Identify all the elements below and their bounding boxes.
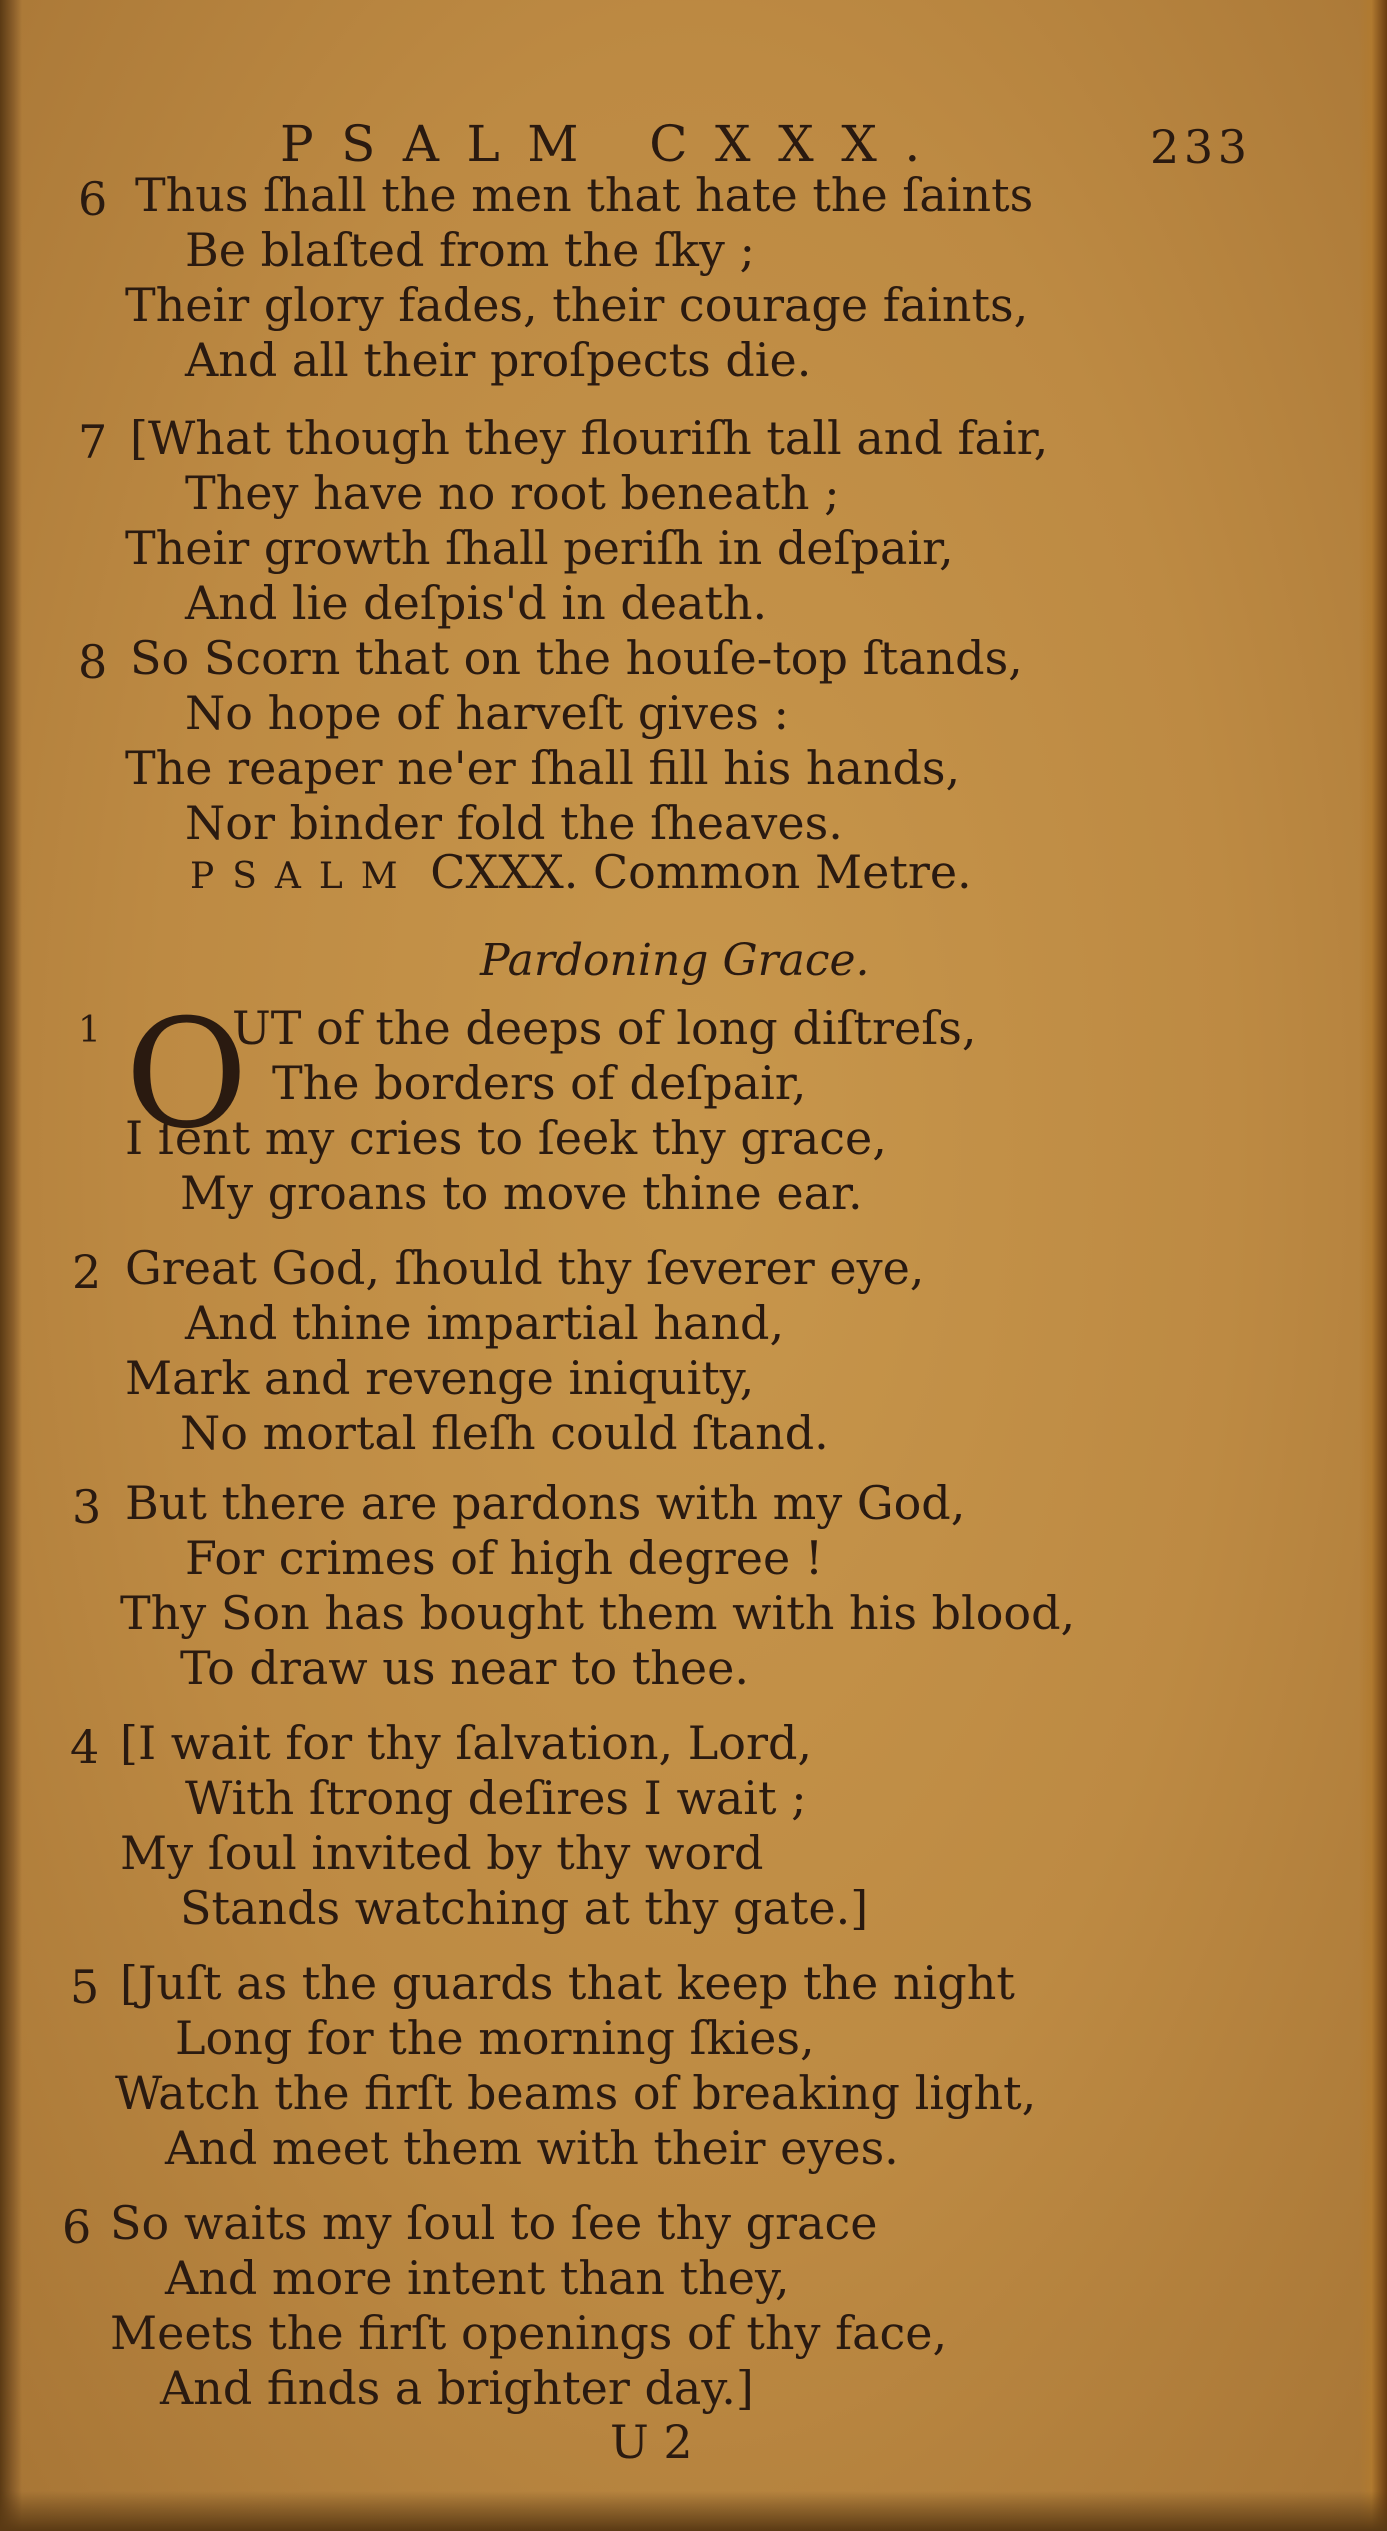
verse-line: And meet them with their eyes. — [165, 2121, 899, 2175]
verse-line: Great God, ſhould thy ſeverer eye, — [125, 1241, 925, 1295]
verse-line: I ſent my cries to ſeek thy grace, — [125, 1111, 887, 1165]
verse-line: No hope of harveſt gives : — [185, 686, 789, 740]
psalm-subtitle: Pardoning Grace. — [480, 935, 870, 986]
stanza-number: 2 — [72, 1245, 102, 1299]
verse-line: To draw us near to thee. — [180, 1641, 750, 1695]
verse-line: Nor binder fold the ſheaves. — [185, 796, 843, 850]
verse-line: They have no root beneath ; — [185, 466, 840, 520]
drop-cap: O — [125, 988, 248, 1162]
verse-line: So waits my ſoul to ſee thy grace — [110, 2196, 878, 2250]
page-left-edge — [0, 0, 22, 2531]
verse-line: Meets the firſt openings of thy face, — [110, 2306, 948, 2360]
verse-line: Watch the firſt beams of breaking light, — [115, 2066, 1037, 2120]
stanza-number: 4 — [70, 1720, 100, 1774]
verse-line: For crimes of high degree ! — [185, 1531, 824, 1585]
verse-line: The borders of deſpair, — [272, 1056, 807, 1110]
verse-line: [What though they flouriſh tall and fair, — [130, 411, 1049, 465]
stanza-number: 5 — [70, 1960, 100, 2014]
page-bottom-edge — [0, 2491, 1387, 2531]
verse-line: And thine impartial hand, — [185, 1296, 785, 1350]
stanza-number: 6 — [78, 172, 108, 226]
verse-line: Mark and revenge iniquity, — [125, 1351, 755, 1405]
stanza-number: 7 — [78, 415, 108, 469]
page-right-edge — [1359, 0, 1387, 2531]
verse-line: Thy Son has bought them with his blood, — [120, 1586, 1076, 1640]
verse-line: Their glory fades, their courage faints, — [125, 278, 1029, 332]
verse-line: No mortal fleſh could ſtand. — [180, 1406, 829, 1460]
running-title: PSALM CXXX. — [280, 115, 948, 173]
verse-line: Be blaſted from the ſky ; — [185, 223, 755, 277]
verse-line: And finds a brighter day.] — [160, 2361, 754, 2415]
psalm-number: CXXX. — [430, 845, 579, 899]
verse-line: UT of the deeps of long diſtreſs, — [232, 1001, 977, 1055]
verse-line: My ſoul invited by thy word — [120, 1826, 764, 1880]
verse-line: With ſtrong deſires I wait ; — [185, 1771, 807, 1825]
verse-line: My groans to move thine ear. — [180, 1166, 863, 1220]
verse-line: And more intent than they, — [165, 2251, 790, 2305]
verse-line: Their growth ſhall periſh in deſpair, — [125, 521, 954, 575]
verse-line: Stands watching at thy gate.] — [180, 1881, 869, 1935]
verse-line: Thus ſhall the men that hate the ſaints — [135, 168, 1034, 222]
verse-line: And lie deſpis'd in death. — [185, 576, 768, 630]
verse-line: [Juſt as the guards that keep the night — [120, 1956, 1015, 2010]
stanza-number: 3 — [72, 1480, 102, 1534]
page-number: 233 — [1150, 120, 1252, 174]
stanza-number: 8 — [78, 635, 108, 689]
verse-line: The reaper ne'er ſhall fill his hands, — [125, 741, 961, 795]
verse-line: Long for the morning ſkies, — [175, 2011, 815, 2065]
verse-line: But there are pardons with my God, — [125, 1476, 966, 1530]
psalm-heading — [190, 845, 972, 899]
stanza-number: 6 — [62, 2200, 92, 2254]
psalm-metre: Common Metre. — [592, 845, 972, 899]
stanza-number: 1 — [78, 1010, 101, 1051]
signature-mark: U 2 — [610, 2415, 693, 2469]
verse-line: So Scorn that on the houſe-top ſtands, — [130, 631, 1023, 685]
verse-line: And all their proſpects die. — [185, 333, 812, 387]
verse-line: [I wait for thy ſalvation, Lord, — [120, 1716, 813, 1770]
psalm-word: PSALM — [190, 856, 416, 897]
